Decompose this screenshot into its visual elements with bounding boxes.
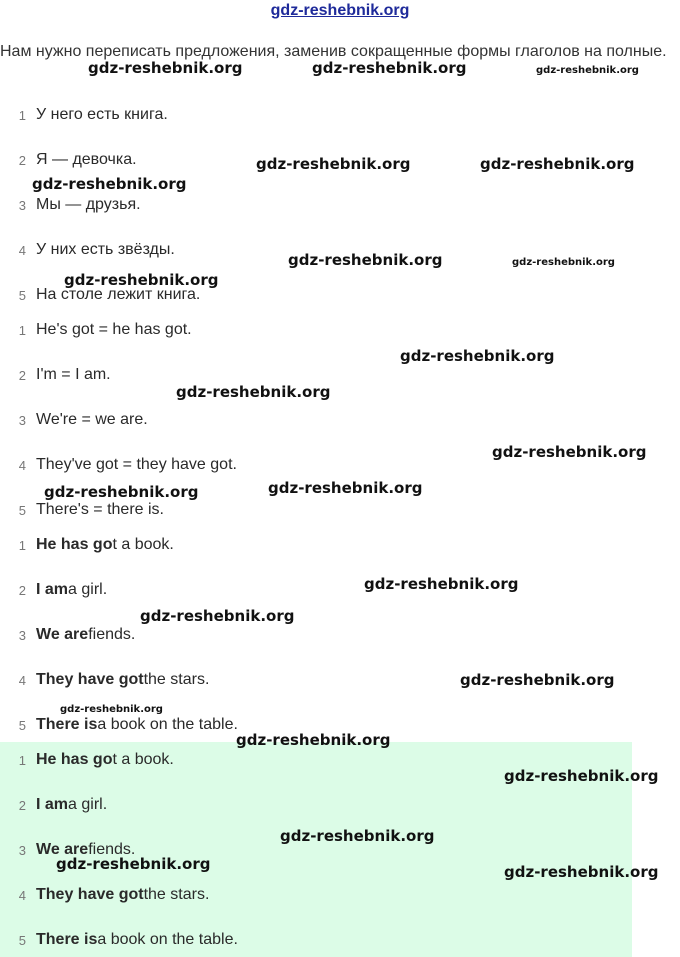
list-item xyxy=(0,794,107,816)
item-number: 4 xyxy=(18,887,26,903)
list-item xyxy=(0,749,174,771)
item-text: На столе лежит книга. xyxy=(36,286,201,303)
item-text: There's = there is. xyxy=(36,501,164,518)
item-text: У него есть книга. xyxy=(36,106,168,123)
item-text: I'm = I am. xyxy=(36,366,111,383)
watermark: gdz-reshebnik.org xyxy=(492,443,647,461)
item-bold-text: They have got xyxy=(36,671,144,688)
list-item xyxy=(0,409,148,431)
item-text: a book on the table. xyxy=(97,716,238,733)
list-item xyxy=(0,929,238,951)
item-text: fiends. xyxy=(88,626,136,643)
item-number: 2 xyxy=(18,152,26,168)
watermark: gdz-reshebnik.org xyxy=(236,731,391,749)
item-number: 2 xyxy=(18,367,26,383)
item-number: 3 xyxy=(18,627,26,643)
item-text: fiends. xyxy=(88,841,136,858)
watermark: gdz-reshebnik.org xyxy=(480,155,635,173)
watermark: gdz-reshebnik.org xyxy=(504,767,659,785)
item-number: 5 xyxy=(18,932,26,948)
item-number: 3 xyxy=(18,412,26,428)
item-number: 4 xyxy=(18,672,26,688)
watermark: gdz-reshebnik.org xyxy=(256,155,411,173)
item-bold-text: I am xyxy=(36,796,69,813)
item-text: We're = we are. xyxy=(36,411,148,428)
watermark: gdz-reshebnik.org xyxy=(280,827,435,845)
item-number: 4 xyxy=(18,457,26,473)
list-item xyxy=(0,499,164,521)
list-item xyxy=(0,104,168,126)
item-text: a girl. xyxy=(68,581,108,598)
item-text: He's got = he has got. xyxy=(36,321,192,338)
watermark: gdz-reshebnik.org xyxy=(56,855,211,873)
item-bold-text: They have got xyxy=(36,886,144,903)
item-text: У них есть звёзды. xyxy=(36,241,175,258)
item-text: Я — девочка. xyxy=(36,151,137,168)
item-text: a book on the table. xyxy=(97,931,238,948)
list-item xyxy=(0,884,209,906)
watermark: gdz-reshebnik.org xyxy=(400,347,555,365)
list-item xyxy=(0,579,107,601)
item-text: the stars. xyxy=(143,671,210,688)
item-bold-text: There is xyxy=(36,931,98,948)
item-number: 1 xyxy=(18,537,26,553)
list-item xyxy=(0,534,174,556)
item-text: t a book. xyxy=(112,536,174,553)
item-text: Мы — друзья. xyxy=(36,196,141,213)
list-item xyxy=(0,319,192,341)
item-text: They've got = they have got. xyxy=(36,456,237,473)
list-item xyxy=(0,714,238,736)
watermark: gdz-reshebnik.org xyxy=(60,704,163,715)
watermark: gdz-reshebnik.org xyxy=(44,483,199,501)
item-bold-text: I am xyxy=(36,581,69,598)
item-bold-text: He has go xyxy=(36,536,113,553)
list-item xyxy=(0,149,137,171)
watermark: gdz-reshebnik.org xyxy=(312,59,467,77)
watermark: gdz-reshebnik.org xyxy=(504,863,659,881)
list-item xyxy=(0,239,175,261)
item-text: a girl. xyxy=(68,796,108,813)
list-item xyxy=(0,364,111,386)
item-number: 5 xyxy=(18,717,26,733)
item-bold-text: There is xyxy=(36,716,98,733)
item-number: 2 xyxy=(18,582,26,598)
watermark: gdz-reshebnik.org xyxy=(268,479,423,497)
watermark: gdz-reshebnik.org xyxy=(460,671,615,689)
item-text: the stars. xyxy=(143,886,210,903)
watermark: gdz-reshebnik.org xyxy=(140,607,295,625)
watermark: gdz-reshebnik.org xyxy=(288,251,443,269)
watermark: gdz-reshebnik.org xyxy=(536,65,639,76)
task-intro: Нам нужно переписать предложения, заменив сокращенные формы глаголов на полные. xyxy=(0,43,667,60)
list-item xyxy=(0,669,209,691)
item-number: 2 xyxy=(18,797,26,813)
item-number: 5 xyxy=(18,287,26,303)
list-item xyxy=(0,454,237,476)
item-bold-text: We are xyxy=(36,841,89,858)
watermark: gdz-reshebnik.org xyxy=(364,575,519,593)
item-number: 4 xyxy=(18,242,26,258)
item-text: t a book. xyxy=(112,751,174,768)
item-number: 3 xyxy=(18,842,26,858)
watermark: gdz-reshebnik.org xyxy=(64,271,219,289)
watermark: gdz-reshebnik.org xyxy=(32,175,187,193)
watermark: gdz-reshebnik.org xyxy=(512,257,615,268)
item-number: 3 xyxy=(18,197,26,213)
item-number: 1 xyxy=(18,107,26,123)
watermark: gdz-reshebnik.org xyxy=(176,383,331,401)
item-number: 1 xyxy=(18,322,26,338)
item-number: 5 xyxy=(18,502,26,518)
site-title[interactable]: gdz-reshebnik.org xyxy=(270,2,410,19)
item-number: 1 xyxy=(18,752,26,768)
watermark: gdz-reshebnik.org xyxy=(88,59,243,77)
list-item xyxy=(0,624,135,646)
list-item xyxy=(0,194,141,216)
item-bold-text: He has go xyxy=(36,751,113,768)
item-bold-text: We are xyxy=(36,626,89,643)
